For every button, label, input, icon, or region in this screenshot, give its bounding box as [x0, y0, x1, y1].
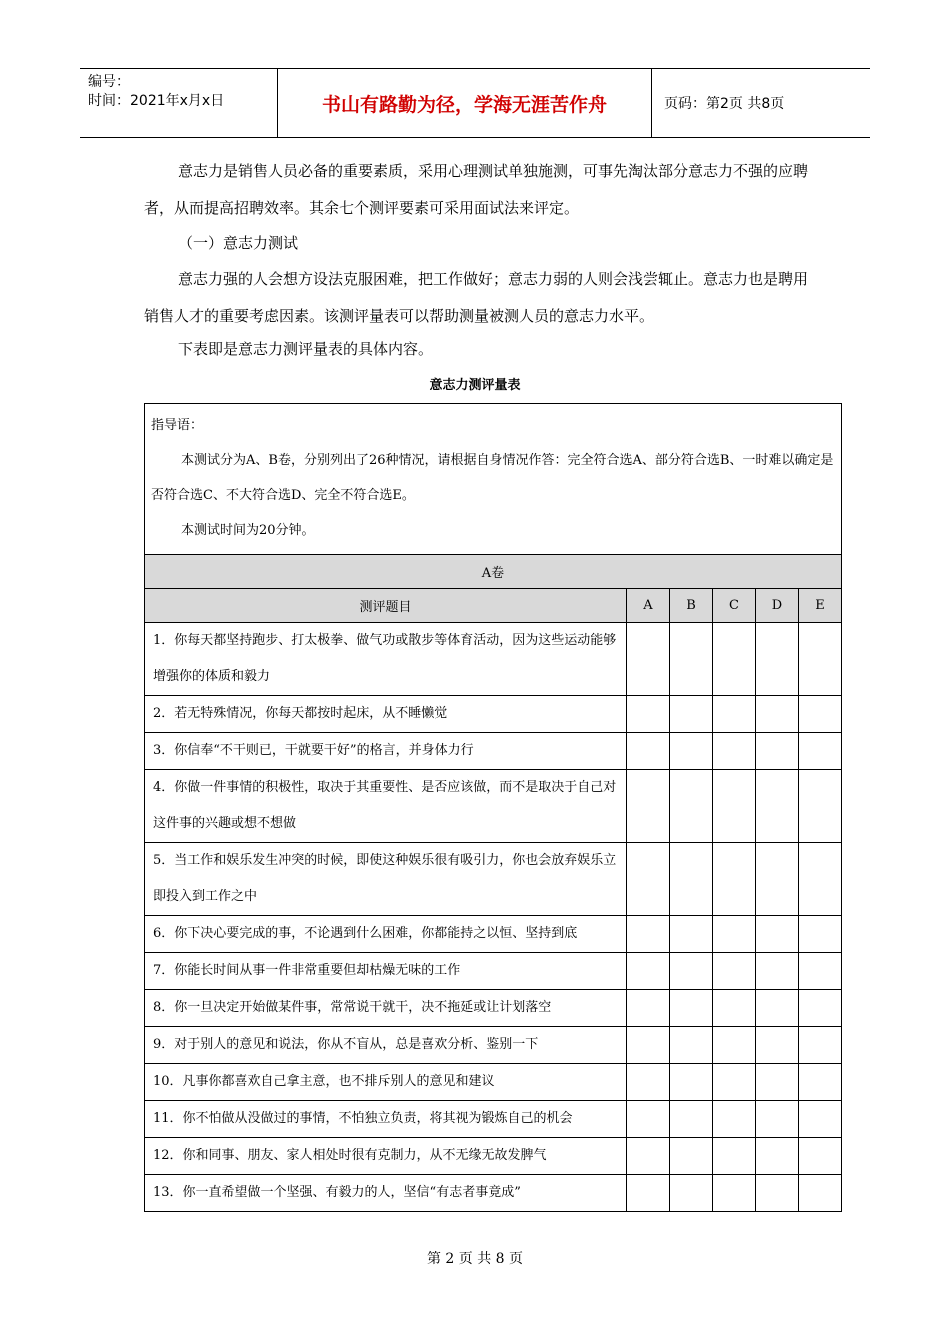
column-header-row: [145, 589, 842, 623]
answer-cell[interactable]: [713, 1027, 756, 1064]
guide-row: [145, 404, 842, 555]
answer-cell[interactable]: [627, 953, 670, 990]
answer-cell[interactable]: [713, 843, 756, 916]
answer-cell[interactable]: [799, 696, 842, 733]
answer-cell[interactable]: [756, 1027, 799, 1064]
answer-cell[interactable]: [756, 733, 799, 770]
answer-cell[interactable]: [799, 1027, 842, 1064]
question-text: 10．凡事你都喜欢自己拿主意，也不排斥别人的意见和建议: [145, 1064, 627, 1101]
answer-cell[interactable]: [670, 696, 713, 733]
question-row: [145, 1101, 842, 1138]
question-text: 6．你下决心要完成的事，不论遇到什么困难，你都能持之以恒、坚持到底: [145, 916, 627, 953]
answer-cell[interactable]: [627, 1175, 670, 1212]
guide-text: 本测试分为A、B卷，分别列出了26种情况，请根据自身情况作答：完全符合选A、部分符合选B、一时难以确定是否符合选C、不大符合选D、完全不符合选E。: [151, 453, 834, 503]
time-label: 时间：2021年x月x日: [88, 93, 225, 109]
answer-cell[interactable]: [799, 770, 842, 843]
answer-cell[interactable]: [756, 1175, 799, 1212]
answer-cell[interactable]: [627, 770, 670, 843]
number-label: 编号：: [88, 74, 130, 90]
question-text: 13．你一直希望做一个坚强、有毅力的人，坚信“有志者事竟成”: [145, 1175, 627, 1212]
question-text: 11．你不怕做从没做过的事情，不怕独立负责，将其视为锻炼自己的机会: [145, 1101, 627, 1138]
intro-paragraph-2: 意志力强的人会想方设法克服困难，把工作做好；意志力弱的人则会浅尝辄止。意志力也是聘用销售人才的重要考虑因素。该测评量表可以帮助测量被测人员的意志力水平。: [144, 270, 809, 325]
question-text: 8．你一旦决定开始做某件事，常常说干就干，决不拖延或让计划落空: [145, 990, 627, 1027]
intro-paragraph-1: 意志力是销售人员必备的重要素质，采用心理测试单独施测，可事先淘汰部分意志力不强的应聘者，从而提高招聘效率。其余七个测评要素可采用面试法来评定。: [144, 162, 809, 217]
question-text: 1．你每天都坚持跑步、打太极拳、做气功或散步等体育活动，因为这些运动能够增强你的体质和毅力: [145, 623, 627, 696]
question-row: [145, 733, 842, 770]
answer-cell[interactable]: [756, 1138, 799, 1175]
answer-cell[interactable]: [713, 1101, 756, 1138]
question-text: 7．你能长时间从事一件非常重要但却枯燥无味的工作: [145, 953, 627, 990]
question-row: [145, 770, 842, 843]
answer-cell[interactable]: [713, 990, 756, 1027]
answer-cell[interactable]: [799, 990, 842, 1027]
question-text: 9．对于别人的意见和说法，你从不盲从，总是喜欢分析、鉴别一下: [145, 1027, 627, 1064]
answer-cell[interactable]: [627, 1138, 670, 1175]
answer-cell[interactable]: [756, 1064, 799, 1101]
section-a-label: A卷: [145, 555, 842, 589]
col-header-option: A: [627, 589, 670, 623]
answer-cell[interactable]: [713, 953, 756, 990]
answer-cell[interactable]: [799, 1138, 842, 1175]
question-row: [145, 1064, 842, 1101]
willpower-scale-table: [144, 403, 842, 1212]
answer-cell[interactable]: [799, 953, 842, 990]
answer-cell[interactable]: [670, 1027, 713, 1064]
answer-cell[interactable]: [627, 623, 670, 696]
answer-cell[interactable]: [627, 990, 670, 1027]
header-page-code: 页码：第2页 共8页: [664, 96, 785, 112]
guide-cell: [145, 404, 842, 555]
answer-cell[interactable]: [756, 916, 799, 953]
question-text: 3．你信奉“不干则已，干就要干好”的格言，并身体力行: [145, 733, 627, 770]
question-row: [145, 696, 842, 733]
question-text: 12．你和同事、朋友、家人相处时很有克制力，从不无缘无故发脾气: [145, 1138, 627, 1175]
section-heading: （一）意志力测试: [178, 234, 299, 252]
answer-cell[interactable]: [670, 916, 713, 953]
col-header-option: D: [756, 589, 799, 623]
answer-cell[interactable]: [713, 1138, 756, 1175]
col-header-option: B: [670, 589, 713, 623]
answer-cell[interactable]: [670, 990, 713, 1027]
answer-cell[interactable]: [713, 916, 756, 953]
question-row: [145, 1027, 842, 1064]
answer-cell[interactable]: [756, 770, 799, 843]
answer-cell[interactable]: [670, 623, 713, 696]
question-row: [145, 623, 842, 696]
answer-cell[interactable]: [713, 1064, 756, 1101]
page-footer: 第 2 页 共 8 页: [426, 1251, 524, 1267]
answer-cell[interactable]: [799, 1064, 842, 1101]
table-title: 意志力测评量表: [429, 378, 521, 393]
answer-cell[interactable]: [670, 1175, 713, 1212]
answer-cell[interactable]: [799, 843, 842, 916]
answer-cell[interactable]: [799, 733, 842, 770]
answer-cell[interactable]: [670, 843, 713, 916]
question-row: [145, 1175, 842, 1212]
answer-cell[interactable]: [799, 916, 842, 953]
answer-cell[interactable]: [756, 623, 799, 696]
answer-cell[interactable]: [756, 1101, 799, 1138]
header-meta: [80, 69, 278, 137]
question-text: 4．你做一件事情的积极性，取决于其重要性、是否应该做，而不是取决于自己对这件事的兴趣或想不想做: [145, 770, 627, 843]
answer-cell[interactable]: [799, 623, 842, 696]
question-row: [145, 1138, 842, 1175]
answer-cell[interactable]: [627, 696, 670, 733]
answer-cell[interactable]: [756, 843, 799, 916]
col-header-option: E: [799, 589, 842, 623]
answer-cell[interactable]: [670, 953, 713, 990]
answer-cell[interactable]: [713, 623, 756, 696]
answer-cell[interactable]: [670, 1101, 713, 1138]
guide-label: 指导语：: [151, 418, 204, 433]
answer-cell[interactable]: [799, 1101, 842, 1138]
answer-cell[interactable]: [799, 1175, 842, 1212]
answer-cell[interactable]: [756, 990, 799, 1027]
answer-cell[interactable]: [756, 696, 799, 733]
answer-cell[interactable]: [670, 770, 713, 843]
question-row: [145, 843, 842, 916]
intro-paragraph-3: 下表即是意志力测评量表的具体内容。: [178, 340, 434, 358]
answer-cell[interactable]: [627, 1101, 670, 1138]
answer-cell[interactable]: [670, 1138, 713, 1175]
section-row: [145, 555, 842, 589]
answer-cell[interactable]: [627, 1027, 670, 1064]
guide-time: 本测试时间为20分钟。: [181, 523, 315, 538]
answer-cell[interactable]: [670, 733, 713, 770]
answer-cell[interactable]: [627, 843, 670, 916]
answer-cell[interactable]: [627, 916, 670, 953]
answer-cell[interactable]: [756, 953, 799, 990]
question-text: 2．若无特殊情况，你每天都按时起床，从不睡懒觉: [145, 696, 627, 733]
col-header-question: 测评题目: [145, 589, 627, 623]
question-row: [145, 990, 842, 1027]
page-header: [80, 68, 870, 138]
answer-cell[interactable]: [713, 696, 756, 733]
question-text: 5．当工作和娱乐发生冲突的时候，即使这种娱乐很有吸引力，你也会放弃娱乐立即投入到工作之中: [145, 843, 627, 916]
answer-cell[interactable]: [713, 733, 756, 770]
question-row: [145, 916, 842, 953]
answer-cell[interactable]: [713, 770, 756, 843]
answer-cell[interactable]: [670, 1064, 713, 1101]
answer-cell[interactable]: [627, 1064, 670, 1101]
header-motto: 书山有路勤为径，学海无涯苦作舟: [278, 69, 652, 137]
question-row: [145, 953, 842, 990]
answer-cell[interactable]: [627, 733, 670, 770]
answer-cell[interactable]: [713, 1175, 756, 1212]
col-header-option: C: [713, 589, 756, 623]
